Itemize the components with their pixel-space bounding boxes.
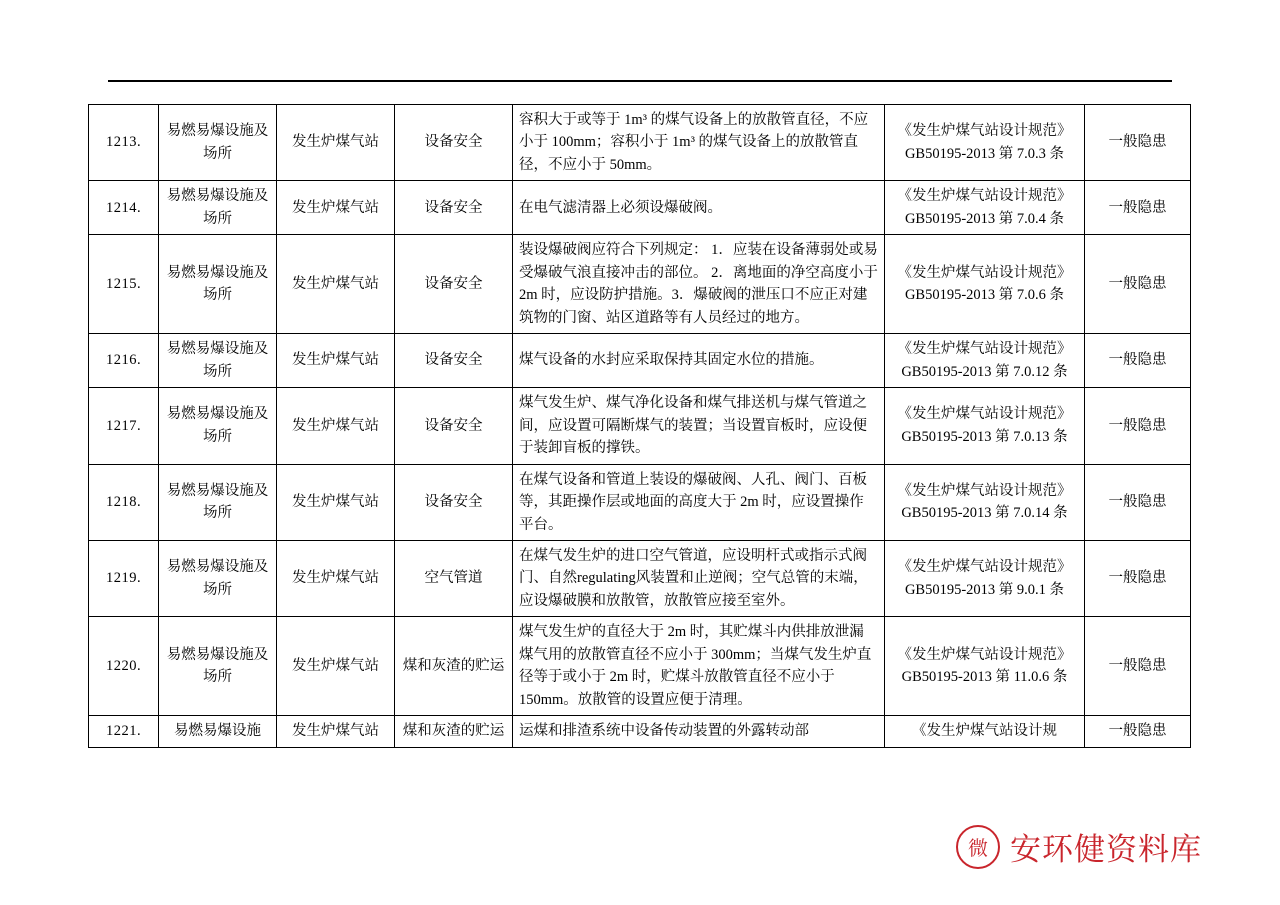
cell-no: 1214. [89,181,159,235]
category-text: 易燃易爆设施及场所 [166,264,269,304]
table-row [89,388,1191,464]
cell-no: 1216. [89,334,159,388]
cell-site: 发生炉煤气站 [277,540,395,616]
category-text: 易燃易爆设施及场所 [166,559,269,598]
cell-category [159,464,277,540]
table-row [89,617,1191,716]
category-text: 易燃易爆设施及场所 [166,188,269,227]
cell-type: 设备安全 [395,388,513,464]
cell-type: 设备安全 [395,334,513,388]
cell-type: 煤和灰渣的贮运 [395,617,513,716]
cell-category [159,181,277,235]
cell-category [159,388,277,464]
cell-site: 发生炉煤气站 [277,464,395,540]
category-text: 易燃易爆设施及场所 [166,646,269,686]
cell-description: 装设爆破阀应符合下列规定： 1．应装在设备薄弱处或易受爆破气浪直接冲击的部位。 2．离地面的净空高度小于 2m 时，应设防护措施。3．爆破阀的泄压口不应正对建筑物的门窗、站区道路等有人员经过的地方。 [513,235,885,334]
cell-reference: 《发生炉煤气站设计规范》GB50195-2013 第 7.0.4 条 [885,181,1085,235]
cell-category [159,716,277,747]
cell-site: 发生炉煤气站 [277,617,395,716]
cell-site: 发生炉煤气站 [277,105,395,181]
category-text: 易燃易爆设施及场所 [166,406,269,445]
cell-no: 1221. [89,716,159,747]
table-row [89,334,1191,388]
cell-reference: 《发生炉煤气站设计规范》GB50195-2013 第 7.0.6 条 [885,235,1085,334]
cell-type: 设备安全 [395,235,513,334]
wechat-badge-icon: 微 [956,825,1000,869]
table-row [89,540,1191,616]
cell-no: 1217. [89,388,159,464]
cell-no: 1213. [89,105,159,181]
cell-type: 空气管道 [395,540,513,616]
cell-type: 煤和灰渣的贮运 [395,716,513,747]
cell-type: 设备安全 [395,181,513,235]
cell-level: 一般隐患 [1085,388,1191,464]
cell-type: 设备安全 [395,464,513,540]
cell-reference: 《发生炉煤气站设计规范》GB50195-2013 第 9.0.1 条 [885,540,1085,616]
cell-category [159,235,277,334]
cell-reference: 《发生炉煤气站设计规范》GB50195-2013 第 11.0.6 条 [885,617,1085,716]
cell-reference: 《发生炉煤气站设计规范》GB50195-2013 第 7.0.12 条 [885,334,1085,388]
category-text: 易燃易爆设施 [174,723,261,740]
cell-level: 一般隐患 [1085,540,1191,616]
cell-no: 1215. [89,235,159,334]
cell-site: 发生炉煤气站 [277,334,395,388]
table-row [89,105,1191,181]
cell-description: 在煤气设备和管道上装设的爆破阀、人孔、阀门、百板等，其距操作层或地面的高度大于 2m 时，应设置操作平台。 [513,464,885,540]
cell-level: 一般隐患 [1085,716,1191,747]
cell-category [159,334,277,388]
cell-level: 一般隐患 [1085,334,1191,388]
cell-site: 发生炉煤气站 [277,181,395,235]
cell-level: 一般隐患 [1085,464,1191,540]
table-row [89,235,1191,334]
cell-level: 一般隐患 [1085,105,1191,181]
cell-reference: 《发生炉煤气站设计规范》GB50195-2013 第 7.0.14 条 [885,464,1085,540]
cell-description: 煤气发生炉的直径大于 2m 时，其贮煤斗内供排放泄漏煤气用的放散管直径不应小于 300mm；当煤气发生炉直径等于或小于 2m 时，贮煤斗放散管直径不应小于 150mm。放散管的设置应便于清理。 [513,617,885,716]
cell-category [159,540,277,616]
table-row [89,181,1191,235]
watermark [956,824,1202,869]
cell-no: 1218. [89,464,159,540]
cell-description: 煤气设备的水封应采取保持其固定水位的措施。 [513,334,885,388]
cell-reference: 《发生炉煤气站设计规范》GB50195-2013 第 7.0.3 条 [885,105,1085,181]
watermark-label: 安环健资料库 [1010,832,1202,867]
header-rule [108,80,1172,82]
category-text: 易燃易爆设施及场所 [166,123,269,162]
cell-site: 发生炉煤气站 [277,235,395,334]
cell-level: 一般隐患 [1085,181,1191,235]
hazard-table [88,104,1191,748]
table-row [89,716,1191,747]
category-text: 易燃易爆设施及场所 [166,482,269,522]
cell-description: 运煤和排渣系统中设备传动装置的外露转动部 [513,716,885,747]
category-text: 易燃易爆设施及场所 [166,341,269,380]
cell-category [159,617,277,716]
cell-description: 煤气发生炉、煤气净化设备和煤气排送机与煤气管道之间，应设置可隔断煤气的装置；当设置盲板时，应设便于装卸盲板的撑铁。 [513,388,885,464]
cell-type: 设备安全 [395,105,513,181]
cell-site: 发生炉煤气站 [277,388,395,464]
cell-no: 1219. [89,540,159,616]
cell-reference: 《发生炉煤气站设计规 [885,716,1085,747]
table-container [88,104,1190,748]
cell-no: 1220. [89,617,159,716]
cell-description: 在电气滤清器上必须设爆破阀。 [513,181,885,235]
cell-reference: 《发生炉煤气站设计规范》GB50195-2013 第 7.0.13 条 [885,388,1085,464]
table-row [89,464,1191,540]
cell-level: 一般隐患 [1085,235,1191,334]
cell-category [159,105,277,181]
cell-level: 一般隐患 [1085,617,1191,716]
cell-site: 发生炉煤气站 [277,716,395,747]
cell-description: 在煤气发生炉的进口空气管道，应设明杆式或指示式阀门、自然regulating风装置和止逆阀；空气总管的末端，应设爆破膜和放散管，放散管应接至室外。 [513,540,885,616]
cell-description: 容积大于或等于 1m³ 的煤气设备上的放散管直径，不应小于 100mm；容积小于 1m³ 的煤气设备上的放散管直径，不应小于 50mm。 [513,105,885,181]
